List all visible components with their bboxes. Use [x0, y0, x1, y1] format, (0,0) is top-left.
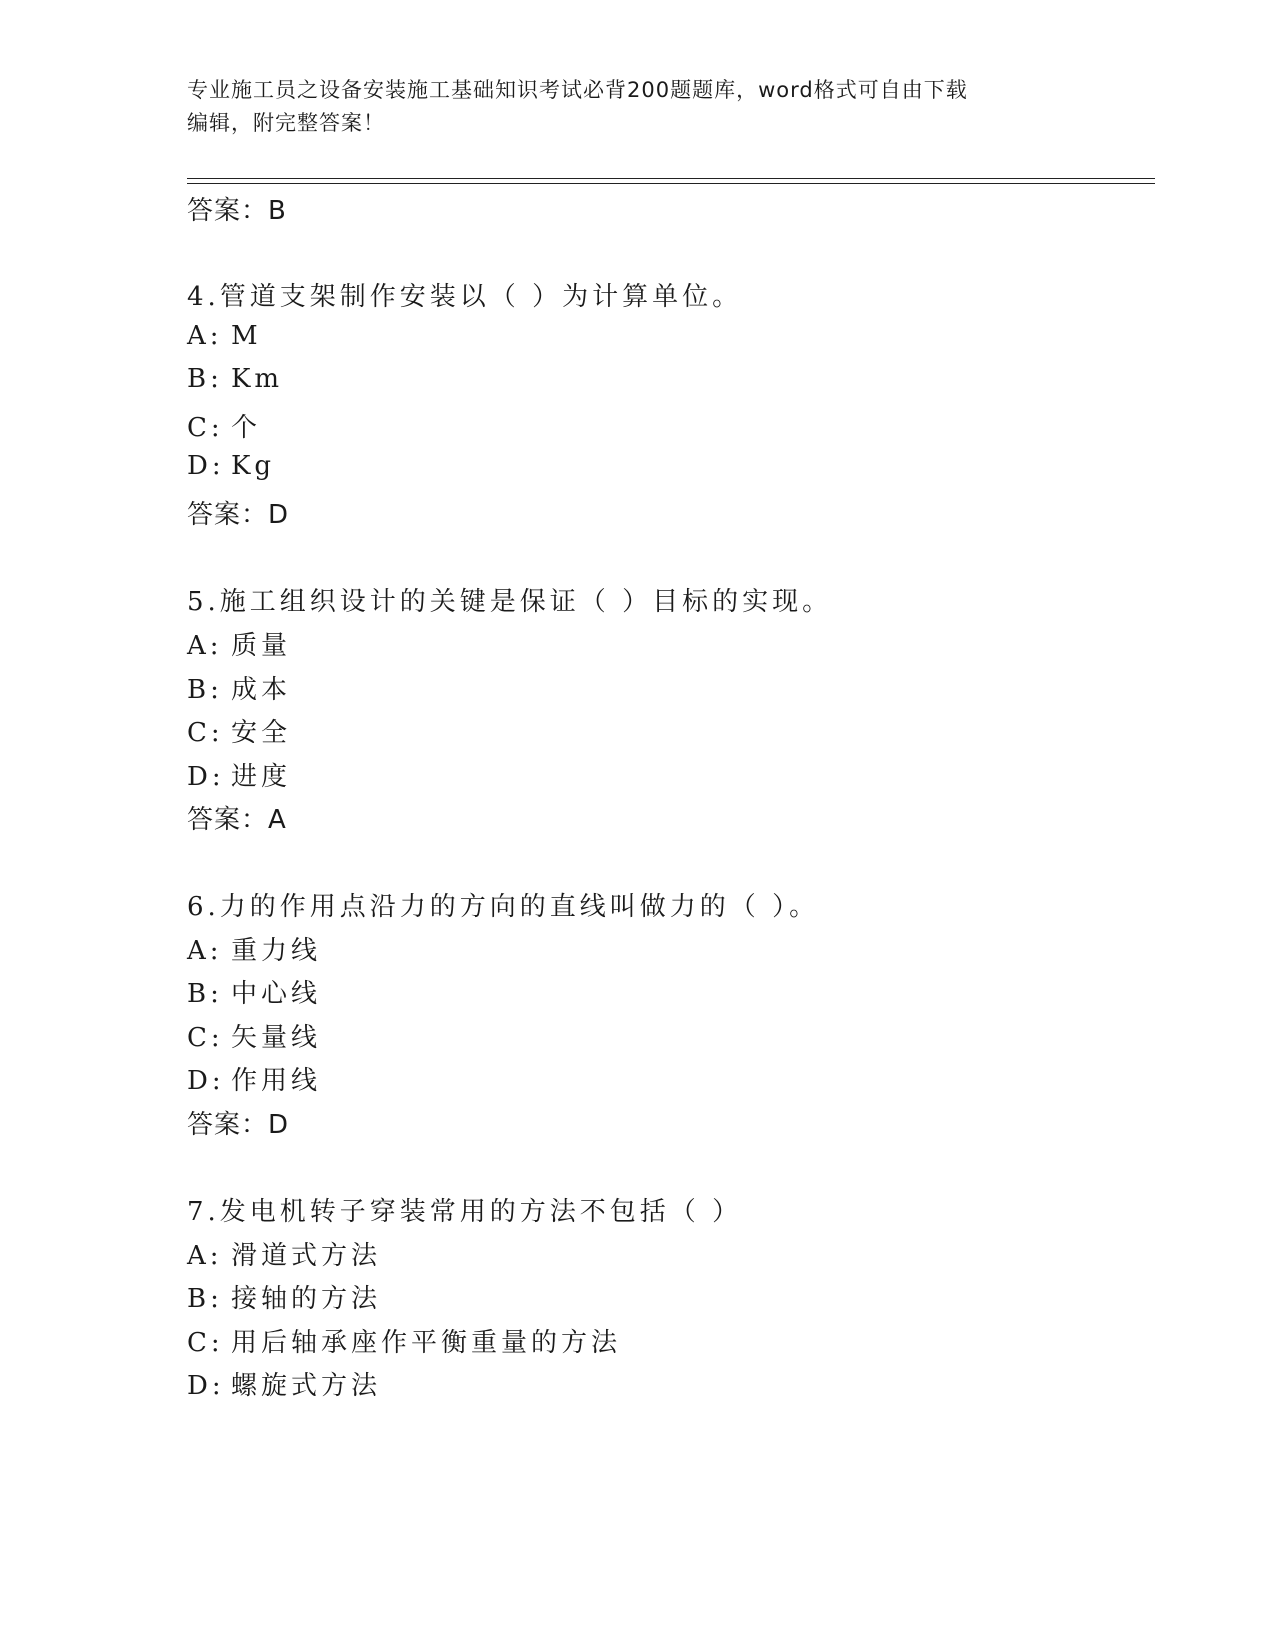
question-7-option-c: C: 用后轴承座作平衡重量的方法: [187, 1328, 622, 1358]
header-line-1: 专业施工员之设备安装施工基础知识考试必背200题题库，word格式可自由下载: [187, 78, 968, 102]
question-7: 7.发电机转子穿装常用的方法不包括（ ）: [187, 1197, 743, 1227]
question-6-option-a: A: 重力线: [187, 936, 322, 966]
header-divider-top: [187, 178, 1155, 179]
document-header: [187, 74, 1067, 140]
answer-3: 答案：B: [187, 196, 287, 226]
question-7-option-b: B: 接轴的方法: [187, 1284, 382, 1314]
question-5-option-a: A: 质量: [187, 631, 292, 661]
question-6: 6.力的作用点沿力的方向的直线叫做力的（ ）。: [187, 892, 820, 922]
question-6-option-d: D: 作用线: [187, 1066, 322, 1096]
question-4-option-b: B: Km: [187, 364, 284, 394]
answer-5: 答案：A: [187, 805, 287, 835]
question-4-option-a: A: M: [187, 321, 262, 351]
question-5-option-b: B: 成本: [187, 675, 292, 705]
header-divider-bottom: [187, 183, 1155, 184]
question-6-option-c: C: 矢量线: [187, 1023, 322, 1053]
question-4-option-c: C: 个: [187, 413, 262, 443]
header-line-2: 编辑，附完整答案！: [187, 111, 385, 135]
question-5: 5.施工组织设计的关键是保证（ ）目标的实现。: [187, 587, 833, 617]
question-5-option-d: D: 进度: [187, 762, 292, 792]
question-5-option-c: C: 安全: [187, 718, 292, 748]
question-4-option-d: D: Kg: [187, 451, 276, 481]
question-7-option-a: A: 滑道式方法: [187, 1241, 382, 1271]
question-7-option-d: D: 螺旋式方法: [187, 1371, 382, 1401]
question-6-option-b: B: 中心线: [187, 979, 322, 1009]
answer-6: 答案：D: [187, 1110, 290, 1140]
answer-4: 答案：D: [187, 500, 290, 530]
question-4: 4.管道支架制作安装以（ ）为计算单位。: [187, 282, 743, 312]
